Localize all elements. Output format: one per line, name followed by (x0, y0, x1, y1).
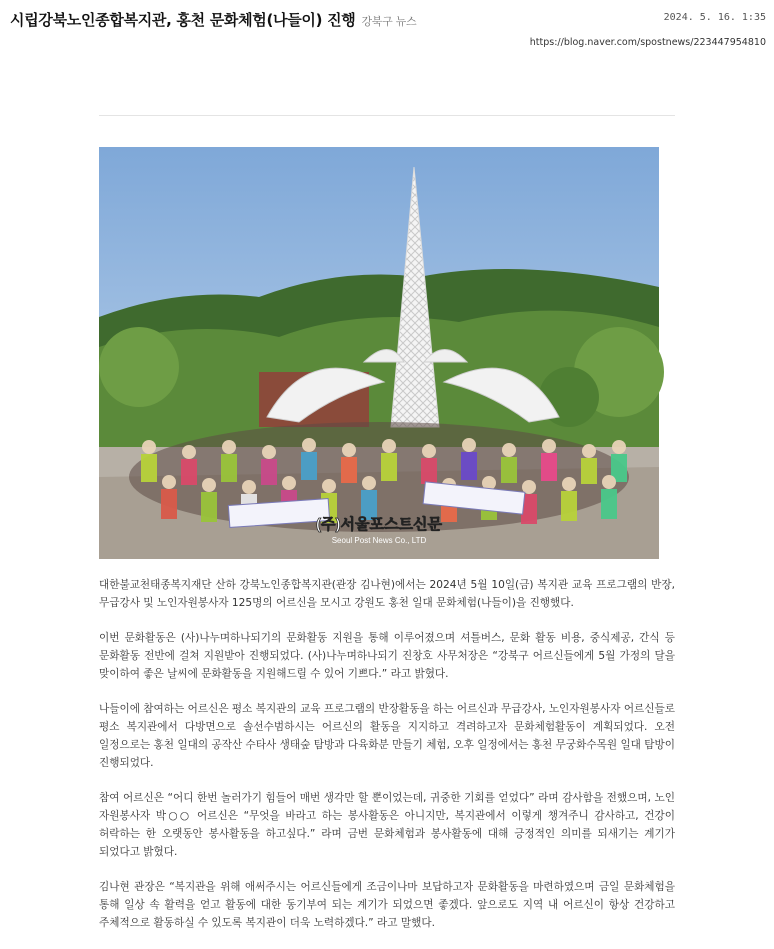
article-paragraph: 참여 어르신은 “어디 한번 놀러가기 힘들어 매번 생각만 할 뿐이었는데, 귀중한 기회를 얻었다” 라며 감사함을 전했으며, 노인 자원봉사자 박○○ 어르신은 “무엇을 바라고 하는 봉사활동은 아니지만, 복지관에서 이렇게 챙겨주니 감사하고, 건강이 허락하는 한 오랫동안 봉사활동을 하고싶다.” 라며 금번 문화체험과 봉사활동에 대해 긍정적인 의미를 되새기는 계기가 되었다고 밝혔다. (99, 792, 675, 858)
post-category[interactable]: 강북구 뉴스 (361, 15, 417, 28)
photo-watermark-sub: Seoul Post News Co., LTD (331, 536, 427, 545)
article-body (99, 576, 675, 949)
post-url[interactable]: https://blog.naver.com/spostnews/223447954810 (529, 37, 766, 48)
photo-watermark-name: (주)서울포스트신문 (316, 516, 442, 533)
article-paragraph: 김나현 관장은 “복지관을 위해 애써주시는 어르신들에게 조금이나마 보답하고자 문화활동을 마련하였으며 금일 문화체험을 통해 일상 속 활력을 얻고 활동에 대한 동기부여 되는 계기가 되었으면 좋겠다. 앞으로도 지역 내 어르신이 항상 건강하고 주체적으로 활동하실 수 있도록 복지관이 더욱 노력하겠다.” 라고 말했다. (99, 881, 675, 929)
post-date: 2024. 5. 16. 1:35 (663, 12, 766, 23)
article-paragraph: 이번 문화활동은 (사)나누며하나되기의 문화활동 지원을 통해 이루어졌으며 셔틀버스, 문화 활동 비용, 중식제공, 간식 등 문화활동 전반에 걸쳐 지원받아 진행되었다. (사)나누며하나되기 진창호 사무처장은 “강북구 어르신들에게 5월 가정의 달을 맞이하여 좋은 날씨에 문화활동을 지원해드릴 수 있어 기쁘다.” 라고 밝혔다. (99, 632, 675, 680)
article-paragraph: 대한불교천태종복지재단 산하 강북노인종합복지관(관장 김나현)에서는 2024년 5월 10일(금) 복지관 교육 프로그램의 반장, 무급강사 및 노인자원봉사자 125명의 어르신을 모시고 강원도 홍천 일대 문화체험(나들이)을 진행했다. (99, 579, 675, 609)
article-paragraph: 나들이에 참여하는 어르신은 평소 복지관의 교육 프로그램의 반장활동을 하는 어르신과 무급강사, 노인자원봉사자 어르신들로 평소 복지관에서 다방면으로 솔선수범하시는 어르신의 활동을 지지하고 격려하고자 문화체험활동이 계획되었다. 오전 일정으로는 홍천 일대의 공작산 수타사 생태숲 탐방과 다육화분 만들기 체험, 오후 일정에서는 홍천 무궁화수목원 일대 탐방이 진행되었다. (99, 703, 675, 769)
group-photo (99, 147, 659, 559)
post-header (10, 9, 766, 29)
post-title[interactable] (10, 9, 416, 30)
post-title-text: 시립강북노인종합복지관, 홍천 문화체험(나들이) 진행 (10, 11, 356, 29)
header-divider (99, 115, 675, 116)
